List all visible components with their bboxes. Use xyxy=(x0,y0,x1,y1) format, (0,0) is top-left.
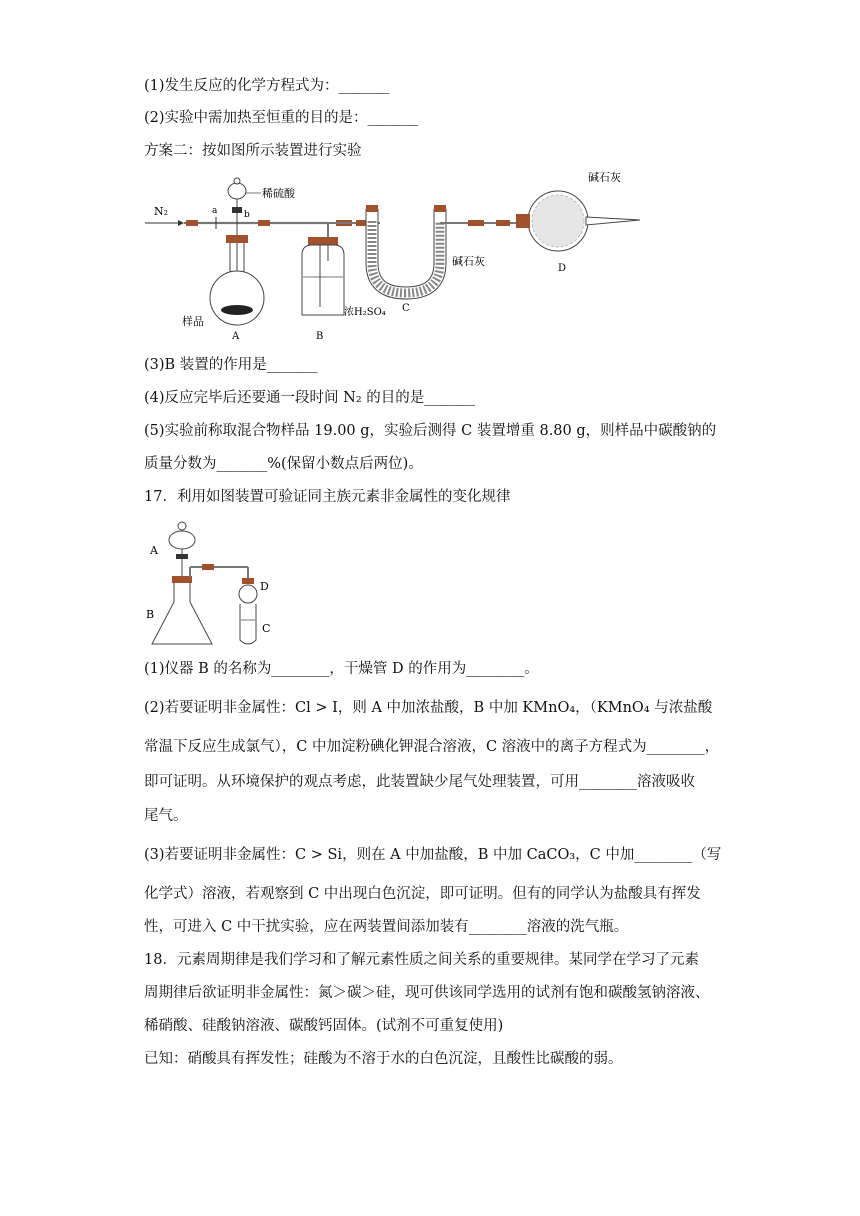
conical-flask-b xyxy=(152,583,212,644)
sample-solid xyxy=(221,305,253,315)
question-18-line-2: 周期律后欲证明非金属性：氮＞碳＞硅，现可供该同学选用的试剂有饱和碳酸氢钠溶液、 xyxy=(144,985,710,1001)
q17-part-3-line-2: 化学式）溶液，若观察到 C 中出现白色沉淀，即可证明。但有的同学认为盐酸具有挥发 xyxy=(144,886,701,902)
n2-label: N₂ xyxy=(154,205,169,218)
bottle-b-stopper xyxy=(308,237,338,245)
question-3: (3)B 装置的作用是_______ xyxy=(144,357,318,373)
question-4: (4)反应完毕后还要通一段时间 N₂ 的目的是_______ xyxy=(144,390,476,406)
valve-a-label: a xyxy=(212,206,218,216)
sample-label: 样品 xyxy=(182,315,204,328)
bottle-b xyxy=(302,245,344,315)
apparatus-figure-2 xyxy=(140,512,290,652)
u-tube-stopper-left xyxy=(366,205,378,212)
apparatus-figure-1 xyxy=(140,165,650,345)
drying-tube-d-tail xyxy=(586,217,640,225)
question-18-known: 已知：硝酸具有挥发性；硅酸为不溶于水的白色沉淀，且酸性比碳酸的弱。 xyxy=(144,1051,623,1067)
connector-2 xyxy=(258,220,270,226)
q17-part-2-line-4: 尾气。 xyxy=(144,808,188,824)
q17-part-2-line-1: (2)若要证明非金属性：Cl > I，则 A 中加浓盐酸，B 中加 KMnO₄，（KMnO₄ 与浓盐酸 xyxy=(144,700,713,716)
plan-two-heading: 方案二：按如图所示装置进行实验 xyxy=(144,143,362,159)
valve-b-label: b xyxy=(244,210,250,220)
question-2: (2)实验中需加热至恒重的目的是：_______ xyxy=(144,110,419,126)
question-1: (1)发生反应的化学方程式为：_______ xyxy=(144,78,390,94)
q17-part-1: (1)仪器 B 的名称为________，干燥管 D 的作用为________。 xyxy=(144,661,539,677)
drying-tube-d-granules xyxy=(532,195,584,247)
q17-part-3-line-1: (3)若要证明非金属性：C > Si，则在 A 中加盐酸，B 中加 CaCO₃，C 中加________（写 xyxy=(144,847,722,863)
connector-6 xyxy=(496,220,510,226)
funnel-stopper xyxy=(234,178,240,184)
funnel-stopcock xyxy=(232,207,242,213)
q17-part-3-line-3: 性，可进入 C 中干扰实验，应在两装置间添加装有________溶液的洗气瓶。 xyxy=(144,919,629,935)
u-tube-c-inner xyxy=(372,209,440,293)
soda-lime-d-label: 碱石灰 xyxy=(588,171,621,184)
conc-sulfuric-acid-label: 浓H₂SO₄ xyxy=(344,307,386,318)
drying-tube-d-stopper xyxy=(516,214,530,228)
n2-arrowhead xyxy=(178,220,184,226)
funnel-a-stopcock xyxy=(176,554,188,559)
drying-tube-d xyxy=(239,585,257,603)
q17-part-2-line-3: 即可证明。从环境保护的观点考虑，此装置缺少尾气处理装置，可用________溶液吸收 xyxy=(144,774,695,790)
question-5-line-2: 质量分数为_______%(保留小数点后两位)。 xyxy=(144,456,423,472)
drying-tube-d-label: D xyxy=(558,263,567,274)
flask-a xyxy=(210,271,264,325)
funnel-a-stopper xyxy=(178,522,186,530)
u-tube-c-label: C xyxy=(402,303,410,314)
dilute-sulfuric-acid-label: 稀硫酸 xyxy=(262,187,295,200)
connector-1 xyxy=(186,220,198,226)
flask-a-stopper xyxy=(226,235,248,243)
bottle-b-label: B xyxy=(316,331,324,342)
separatory-funnel xyxy=(228,183,246,199)
connector-f2-1 xyxy=(202,564,214,570)
u-tube-stopper-right xyxy=(434,205,446,212)
label-b: B xyxy=(146,608,155,621)
q17-part-2-line-2: 常温下反应生成氯气），C 中加淀粉碘化钾混合溶液，C 溶液中的离子方程式为________， xyxy=(144,739,720,755)
drying-tube-d-stopper xyxy=(242,578,254,584)
label-c: C xyxy=(262,622,271,635)
test-tube-c xyxy=(240,604,256,644)
question-18-line-3: 稀硝酸、硅酸钠溶液、碳酸钙固体。(试剂不可重复使用) xyxy=(144,1018,504,1034)
question-18-line-1: 18．元素周期律是我们学习和了解元素性质之间关系的重要规律。某同学在学习了元素 xyxy=(144,952,699,968)
funnel-a xyxy=(169,531,195,549)
label-d: D xyxy=(260,580,269,593)
soda-lime-c-label: 碱石灰 xyxy=(452,255,485,268)
connector-5 xyxy=(468,220,484,226)
question-17: 17．利用如图装置可验证同主族元素非金属性的变化规律 xyxy=(144,489,511,505)
label-a: A xyxy=(150,544,158,557)
flask-a-label: A xyxy=(232,331,240,342)
question-5-line-1: (5)实验前称取混合物样品 19.00 g，实验后测得 C 装置增重 8.80 g，则样品中碳酸钠的 xyxy=(144,423,717,439)
